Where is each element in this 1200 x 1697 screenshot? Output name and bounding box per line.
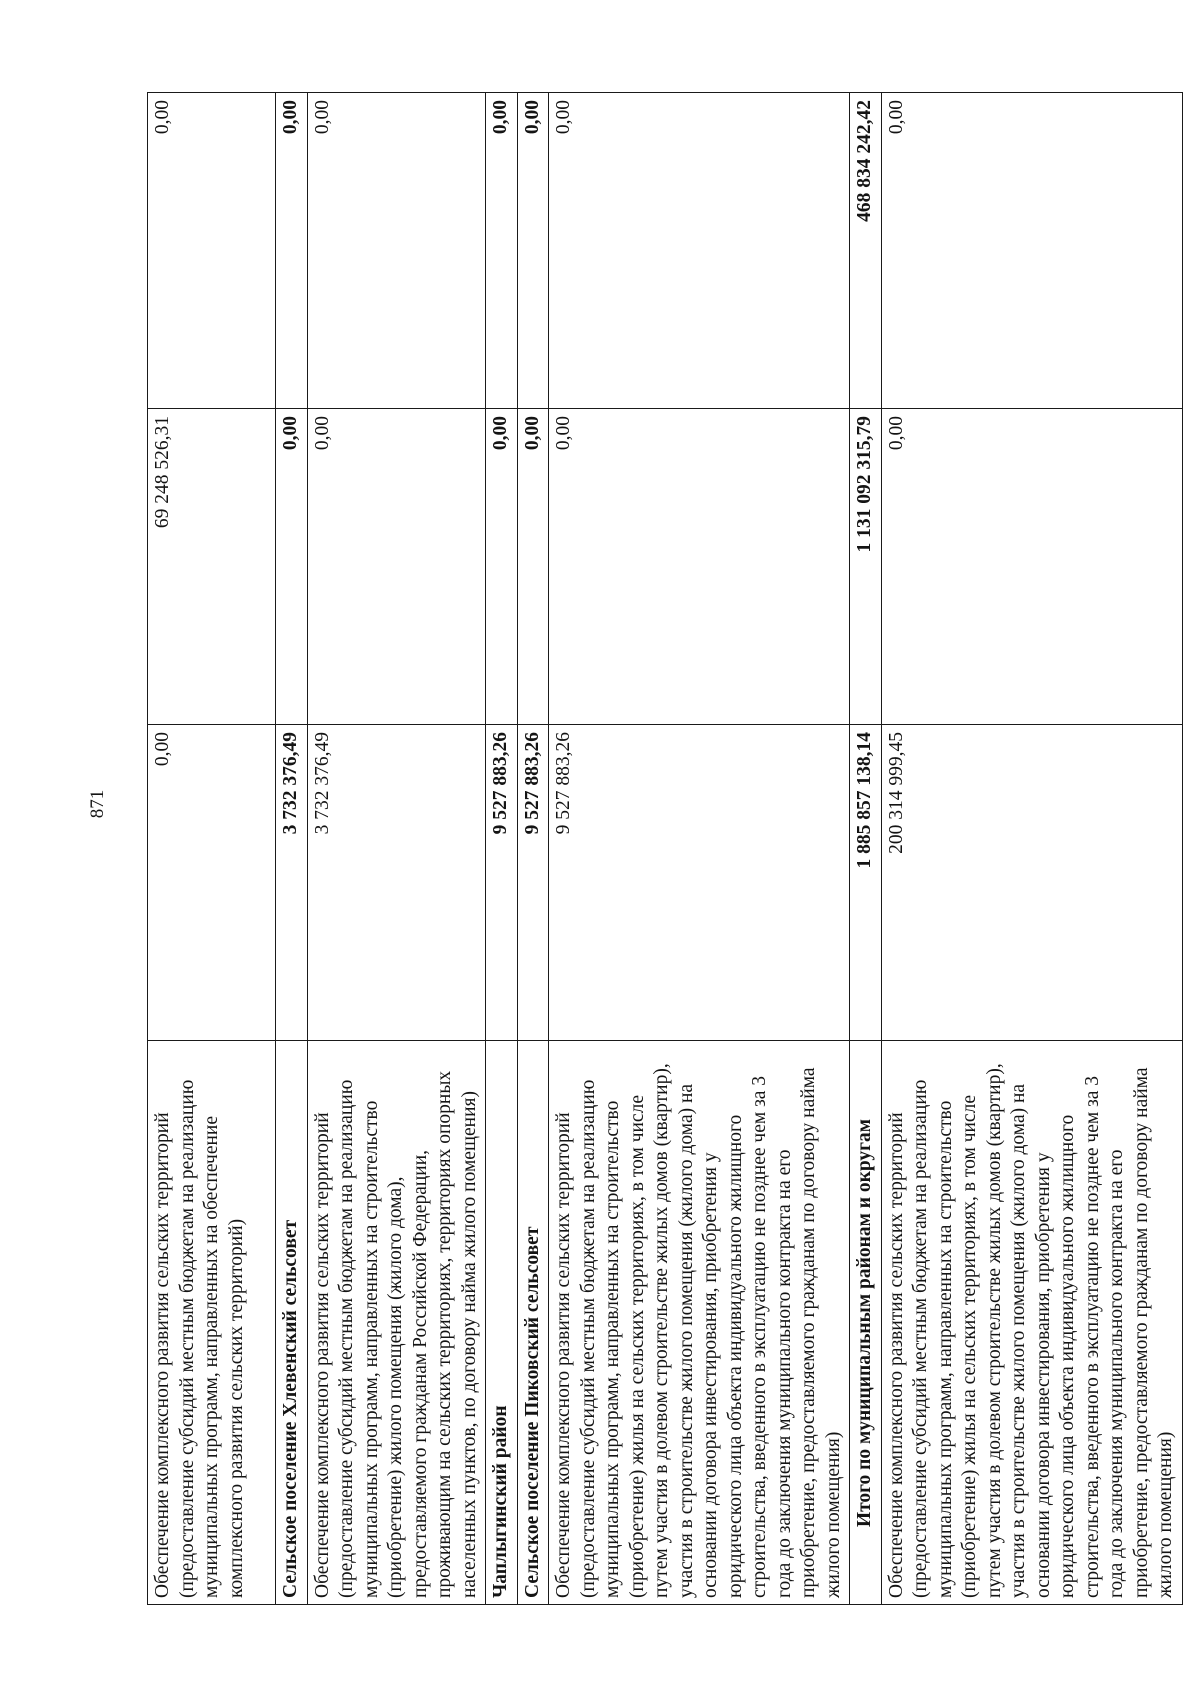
value-year-1: 9 527 883,26	[486, 725, 518, 1041]
budget-table	[147, 92, 1183, 1605]
value-year-1: 1 885 857 138,14	[850, 725, 882, 1041]
value-year-2: 0,00	[486, 409, 518, 725]
row-label: Обеспечение комплексного развития сельских территорий (предоставление субсидий местным бюджетам на реализацию муниципальных программ, направленных на обеспечение комплексного развития сельских территорий)	[148, 1041, 276, 1605]
row-label: Обеспечение комплексного развития сельских территорий (предоставление субсидий местным бюджетам на реализацию муниципальных программ, направленных на строительство (приобретение) жилья на сельских территориях, в том числе путем участия в долевом строительстве жилых домов (квартир), участия в строительстве жилого помещения (жилого дома) на основании договора инвестирования, приобретения у юридического лица объекта индивидуального жилищного строительства, введенного в эксплуатацию не позднее чем за 3 года до заключения муниципального контракта на его приобретение, предоставляемого гражданам по договору найма жилого помещения)	[549, 1041, 850, 1605]
value-year-2: 1 131 092 315,79	[850, 409, 882, 725]
value-year-1: 9 527 883,26	[517, 725, 549, 1041]
table-row	[148, 93, 276, 1605]
value-year-1: 200 314 999,45	[881, 725, 1182, 1041]
row-label: Сельское поселение Пиковский сельсовет	[517, 1041, 549, 1605]
value-year-1: 3 732 376,49	[276, 725, 308, 1041]
value-year-3: 0,00	[549, 93, 850, 409]
page-number: 871	[87, 789, 108, 819]
value-year-2: 0,00	[881, 409, 1182, 725]
table-row-district	[486, 93, 518, 1605]
value-year-2: 69 248 526,31	[148, 409, 276, 725]
rotated-table-wrapper	[147, 93, 1176, 1605]
value-year-1: 3 732 376,49	[307, 725, 486, 1041]
table-row	[881, 93, 1182, 1605]
row-label: Сельское поселение Хлевенский сельсовет	[276, 1041, 308, 1605]
value-year-1: 9 527 883,26	[549, 725, 850, 1041]
row-label: Обеспечение комплексного развития сельских территорий (предоставление субсидий местным бюджетам на реализацию муниципальных программ, направленных на строительство (приобретение) жилья на сельских территориях, в том числе путем участия в долевом строительстве жилых домов (квартир), участия в строительстве жилого помещения (жилого дома) на основании договора инвестирования, приобретения у юридического лица объекта индивидуального жилищного строительства, введенного в эксплуатацию не позднее чем за 3 года до заключения муниципального контракта на его приобретение, предоставляемого гражданам по договору найма жилого помещения)	[881, 1041, 1182, 1605]
table-row-settlement	[276, 93, 308, 1605]
value-year-2: 0,00	[549, 409, 850, 725]
value-year-3: 0,00	[517, 93, 549, 409]
value-year-3: 468 834 242,42	[850, 93, 882, 409]
value-year-2: 0,00	[517, 409, 549, 725]
table-row	[549, 93, 850, 1605]
table-row-settlement	[517, 93, 549, 1605]
value-year-2: 0,00	[307, 409, 486, 725]
row-label: Обеспечение комплексного развития сельских территорий (предоставление субсидий местным бюджетам на реализацию муниципальных программ, направленных на строительство (приобретение) жилого помещения (жилого дома), предоставляемого гражданам Российской Федерации, проживающим на сельских территориях, территориях опорных населенных пунктов, по договору найма жилого помещения)	[307, 1041, 486, 1605]
value-year-3: 0,00	[881, 93, 1182, 409]
value-year-3: 0,00	[486, 93, 518, 409]
value-year-2: 0,00	[276, 409, 308, 725]
value-year-3: 0,00	[148, 93, 276, 409]
value-year-3: 0,00	[276, 93, 308, 409]
value-year-3: 0,00	[307, 93, 486, 409]
value-year-1: 0,00	[148, 725, 276, 1041]
table-row	[307, 93, 486, 1605]
row-label: Итого по муниципальным районам и округам	[850, 1041, 882, 1605]
table-row-total	[850, 93, 882, 1605]
row-label: Чаплыгинский район	[486, 1041, 518, 1605]
